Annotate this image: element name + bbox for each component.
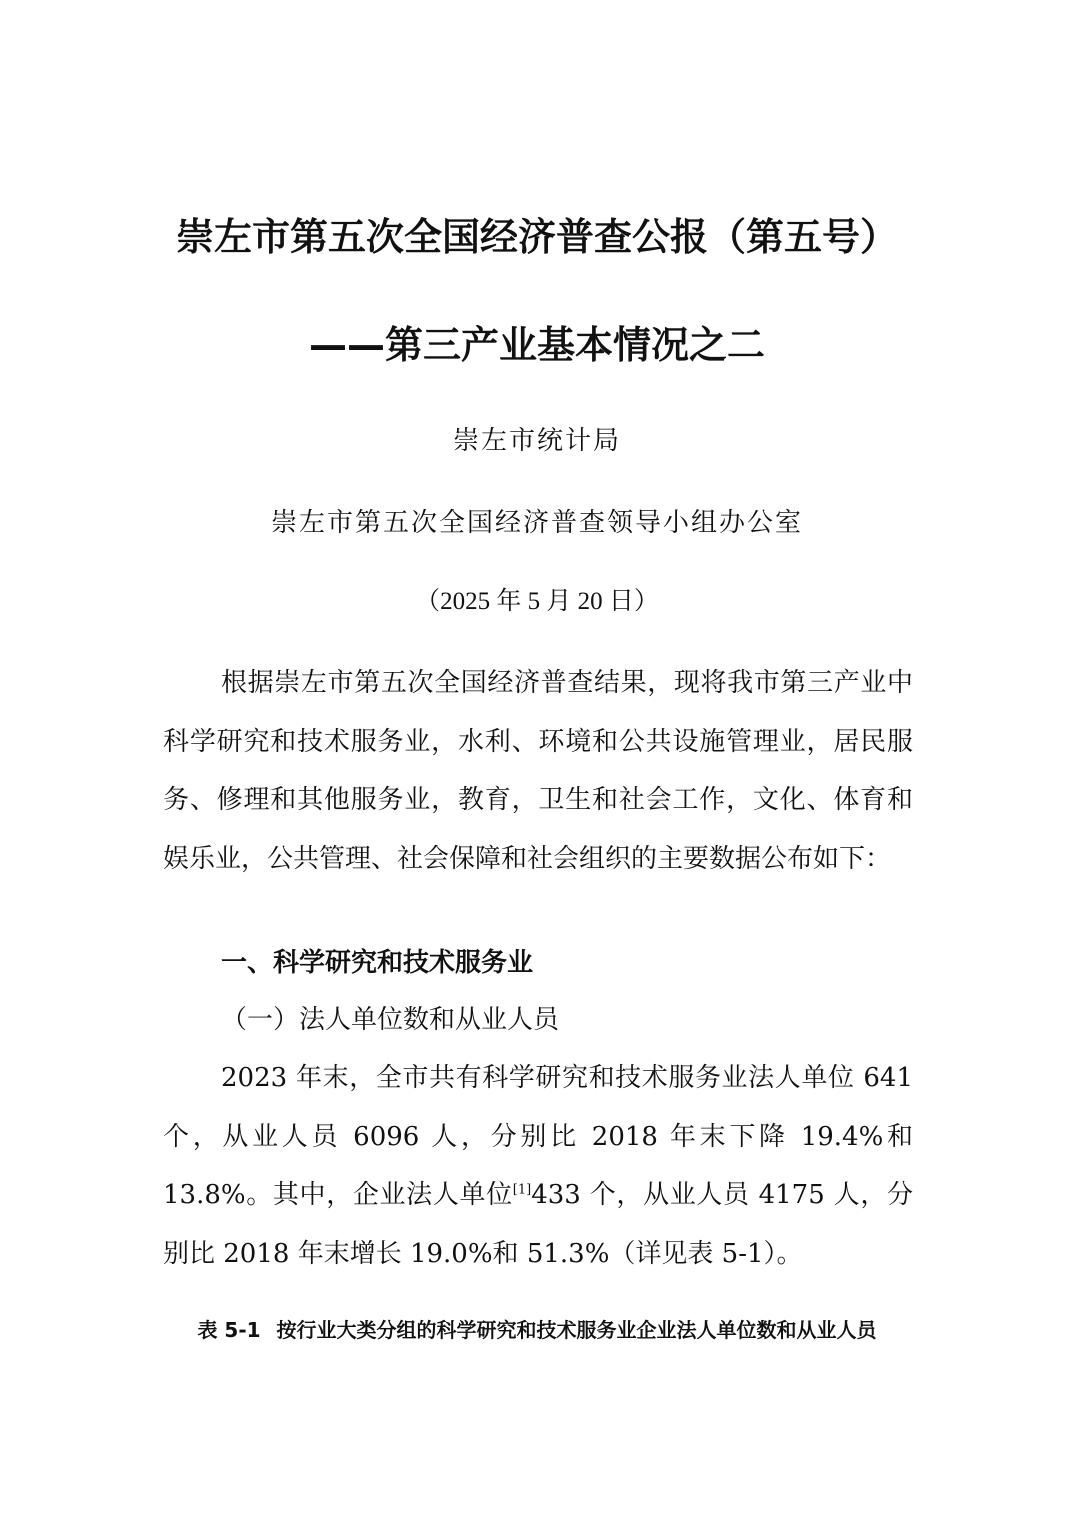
stats-paragraph (163, 1049, 913, 1283)
document-title: 崇左市第五次全国经济普查公报（第五号） (175, 215, 898, 259)
stats-text-part1: 2023 年末，全市共有科学研究和技术服务业法人单位 641 个，从业人员 6096 人，分别比 2018 年末下降 19.4%和 13.8%。其中，企业法人单位 (163, 1063, 913, 1210)
issuing-organization: 崇左市统计局 (452, 426, 621, 456)
document-subtitle: ——第三产业基本情况之二 (308, 323, 765, 367)
footnote-marker[interactable]: [1] (512, 1182, 532, 1198)
subsection-heading: （一）法人单位数和从业人员 (221, 1005, 560, 1035)
table-caption (0, 1314, 1074, 1343)
section-heading: 一、科学研究和技术服务业 (221, 948, 534, 978)
stats-text-part2: 433 个，从业人员 4175 人，分别比 2018 年末增长 19.0%和 51.3%（详见表 5-1）。 (163, 1180, 913, 1269)
publication-date: （2025 年 5 月 20 日） (415, 588, 659, 615)
intro-paragraph: 根据崇左市第五次全国经济普查结果，现将我市第三产业中科学研究和技术服务业，水利、环境和公共设施管理业，居民服务、修理和其他服务业，教育，卫生和社会工作，文化、体育和娱乐业，公共管理、社会保障和社会组织的主要数据公布如下： (163, 668, 913, 874)
issuing-office: 崇左市第五次全国经济普查领导小组办公室 (270, 508, 803, 538)
table-caption-text: 按行业大类分组的科学研究和技术服务业企业法人单位数和从业人员 (276, 1318, 877, 1342)
table-number: 表 5-1 (197, 1318, 261, 1342)
